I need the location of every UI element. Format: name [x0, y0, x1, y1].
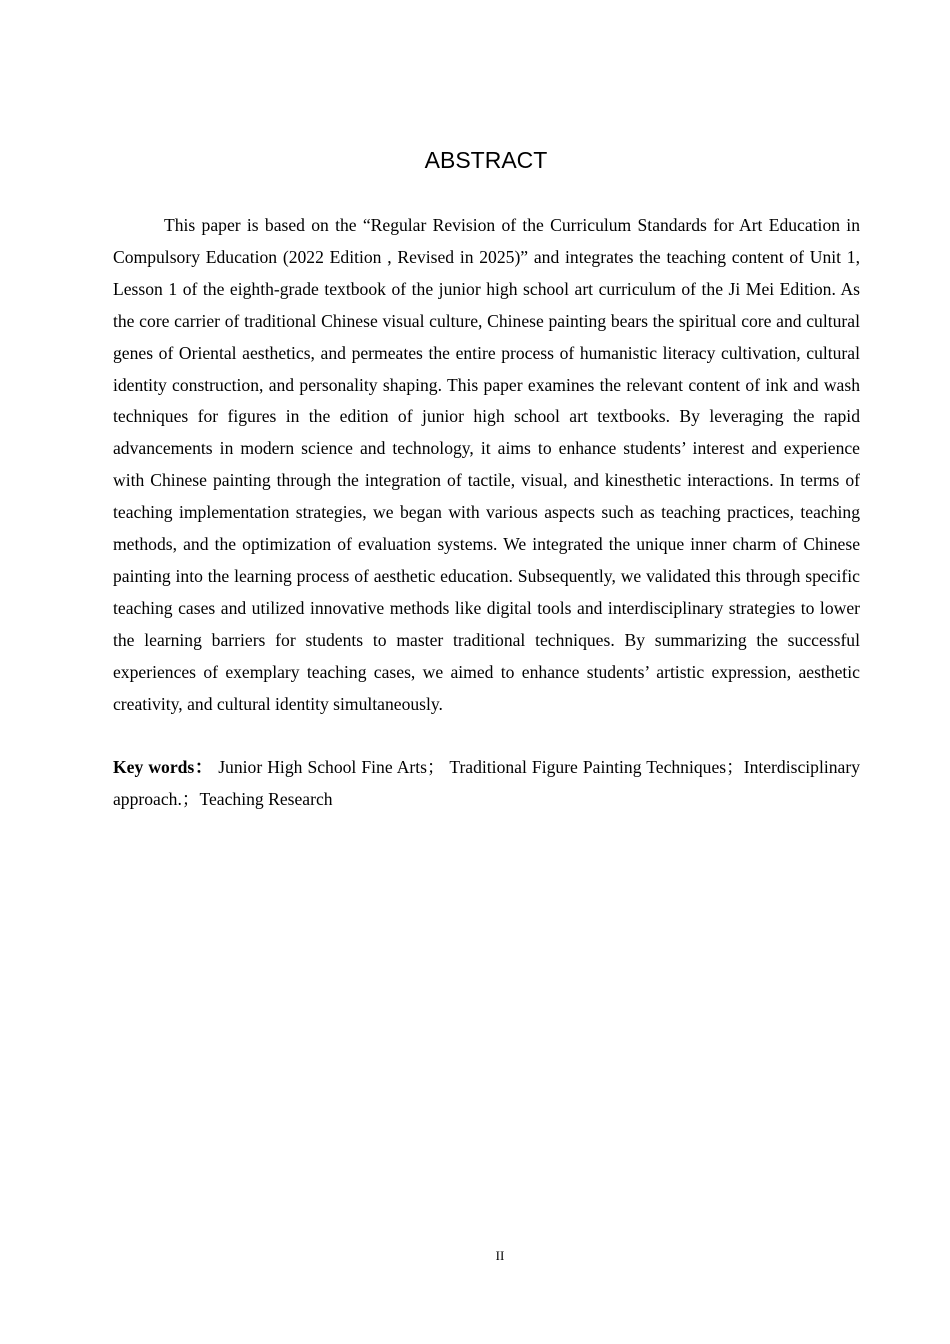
abstract-title: ABSTRACT: [424, 147, 548, 173]
keywords-label: Key words：: [113, 757, 214, 777]
page-number: II: [495, 1248, 505, 1263]
keywords-paragraph: [113, 752, 860, 816]
keywords-text: Junior High School Fine Arts； Traditional Figure Painting Techniques；Interdisciplinary approach.；Teaching Research: [113, 757, 860, 809]
abstract-body: This paper is based on the “Regular Revision of the Curriculum Standards for Art Education in Compulsory Education (2022 Edition , Revised in 2025)” and integrates the teaching content of Unit 1, Lesson 1 of the eighth-grade textbook of the junior high school art curriculum of the Ji Mei Edition. As the core carrier of traditional Chinese visual culture, Chinese painting bears the spiritual core and cultural genes of Oriental aesthetics, and permeates the entire process of humanistic literacy cultivation, cultural identity construction, and personality shaping. This paper examines the relevant content of ink and wash techniques for figures in the edition of junior high school art textbooks. By leveraging the rapid advancements in modern science and technology, it aims to enhance students’ interest and experience with Chinese painting through the integration of tactile, visual, and kinesthetic interactions. In terms of teaching implementation strategies, we began with various aspects such as teaching practices, teaching methods, and the optimization of evaluation systems. We integrated the unique inner charm of Chinese painting into the learning process of aesthetic education. Subsequently, we validated this through specific teaching cases and utilized innovative methods like digital tools and interdisciplinary strategies to lower the learning barriers for students to master traditional techniques. By summarizing the successful experiences of exemplary teaching cases, we aimed to enhance students’ artistic expression, aesthetic creativity, and cultural identity simultaneously.: [113, 215, 860, 714]
